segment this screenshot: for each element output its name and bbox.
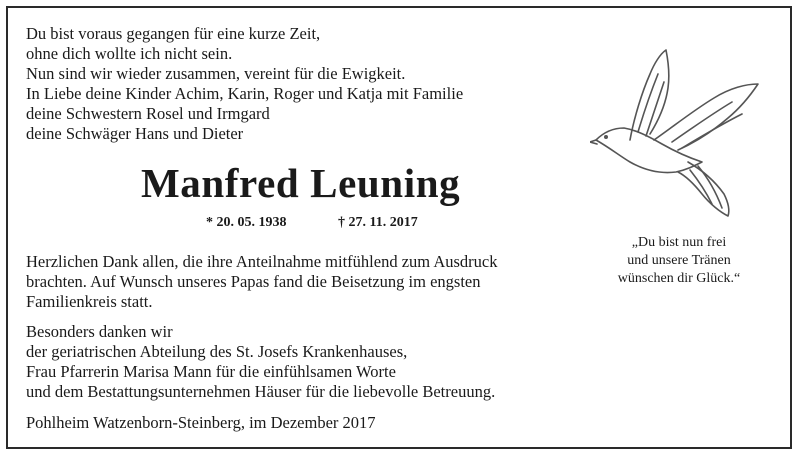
- special-thanks-line-1: Besonders danken wir: [26, 322, 173, 341]
- special-thanks-line-2: der geriatrischen Abteilung des St. Josefs Krankenhauses,: [26, 342, 408, 361]
- family-line-sisters: deine Schwestern Rosel und Irmgard: [26, 104, 270, 123]
- quote-line-3: wünschen dir Glück.“: [617, 271, 741, 286]
- deceased-name: Manfred Leuning: [141, 160, 461, 206]
- verse-line-3: Nun sind wir wieder zusammen, vereint für die Ewigkeit.: [26, 64, 406, 83]
- place-date: Pohlheim Watzenborn-Steinberg, im Dezember 2017: [26, 413, 376, 432]
- death-date: † 27. 11. 2017: [338, 215, 418, 230]
- verse-line-2: ohne dich wollte ich nicht sein.: [26, 44, 233, 63]
- thanks-line-1: Herzlichen Dank allen, die ihre Anteilnahme mitfühlend zum Ausdruck: [26, 252, 498, 271]
- dove-icon: [590, 44, 760, 219]
- family-line-brothers-in-law: deine Schwäger Hans und Dieter: [26, 124, 244, 143]
- verse-line-1: Du bist voraus gegangen für eine kurze Zeit,: [26, 24, 321, 43]
- thanks-line-3: Familienkreis statt.: [26, 292, 153, 311]
- quote-line-2: und unsere Tränen: [627, 253, 731, 268]
- thanks-line-2: brachten. Auf Wunsch unseres Papas fand die Beisetzung im engsten: [26, 272, 481, 291]
- special-thanks-line-3: Frau Pfarrerin Marisa Mann für die einfühlsamen Worte: [26, 362, 396, 381]
- quote-line-1: „Du bist nun frei: [631, 235, 727, 250]
- special-thanks-line-4: und dem Bestattungsunternehmen Häuser für die liebevolle Betreuung.: [26, 382, 496, 401]
- family-line-children: In Liebe deine Kinder Achim, Karin, Roger und Katja mit Familie: [26, 84, 464, 103]
- birth-date: * 20. 05. 1938: [206, 215, 287, 230]
